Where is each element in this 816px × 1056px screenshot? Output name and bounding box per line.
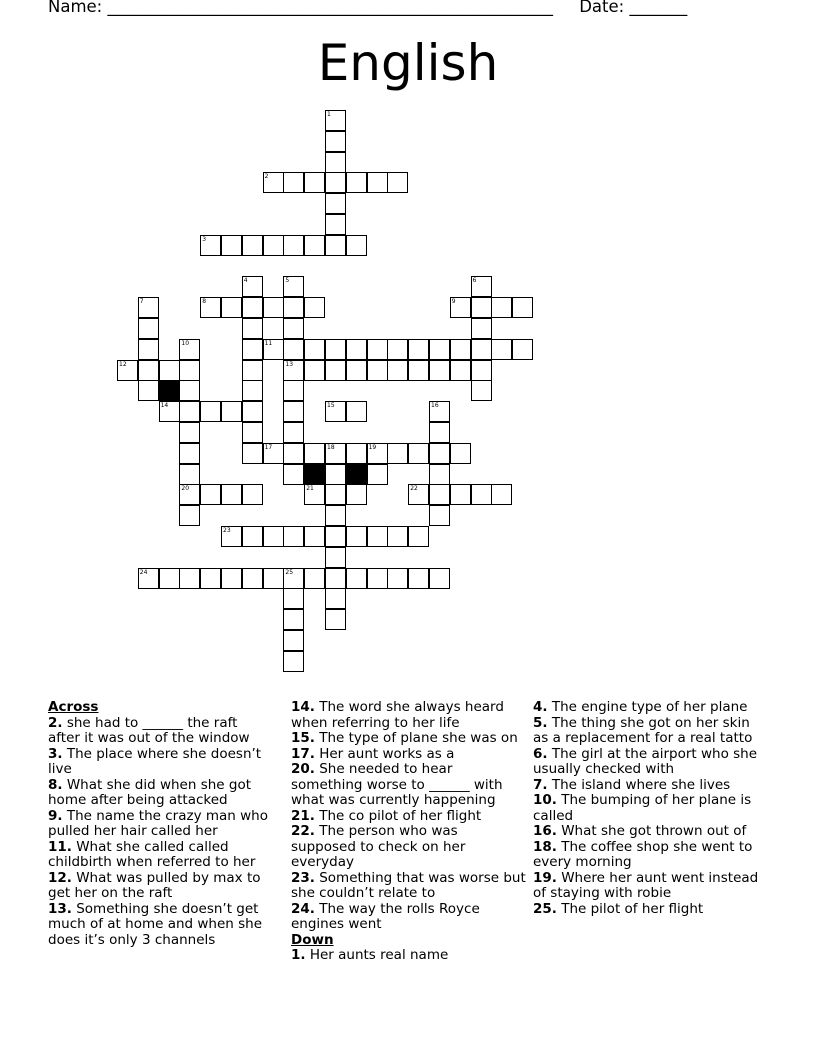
black-square (346, 464, 367, 485)
grid-cell[interactable] (471, 339, 492, 360)
grid-cell[interactable] (283, 630, 304, 651)
down-clue (533, 871, 768, 902)
grid-cell[interactable] (471, 484, 492, 505)
clues-column-2 (291, 700, 526, 964)
clue-number: 9 (451, 298, 456, 306)
grid-cell[interactable] (283, 297, 304, 318)
numbered-cell[interactable] (117, 360, 138, 381)
grid-cell[interactable] (325, 339, 346, 360)
grid-cell[interactable] (263, 568, 284, 589)
across-clue-list-continued (291, 700, 526, 933)
clue-text: The bumping of her plane is called (533, 792, 752, 824)
grid-cell[interactable] (263, 235, 284, 256)
numbered-cell[interactable] (200, 297, 221, 318)
clue-number: 14. (291, 699, 315, 715)
grid-cell[interactable] (408, 360, 429, 381)
clue-text: The place where she doesn’t live (48, 745, 262, 777)
grid-cell[interactable] (408, 526, 429, 547)
across-clue (291, 762, 526, 809)
grid-cell[interactable] (346, 401, 367, 422)
grid-cell[interactable] (325, 547, 346, 568)
grid-cell[interactable] (387, 526, 408, 547)
clue-number: 17 (264, 443, 273, 451)
across-clue (291, 824, 526, 871)
grid-cell[interactable] (221, 568, 242, 589)
grid-cell[interactable] (367, 172, 388, 193)
grid-cell[interactable] (283, 235, 304, 256)
grid-cell[interactable] (221, 235, 242, 256)
grid-cell[interactable] (387, 568, 408, 589)
grid-cell[interactable] (179, 380, 200, 401)
clue-text: What she called called childbirth when referred to her (48, 838, 256, 870)
down-clue (533, 700, 768, 716)
numbered-cell[interactable] (242, 276, 263, 297)
clue-text: The coffee shop she went to every morning (533, 838, 753, 870)
grid-cell[interactable] (367, 464, 388, 485)
grid-cell[interactable] (429, 360, 450, 381)
grid-cell[interactable] (200, 401, 221, 422)
grid-cell[interactable] (283, 380, 304, 401)
clue-text: Her aunt works as a (314, 745, 455, 762)
grid-cell[interactable] (179, 505, 200, 526)
clue-number: 1. (291, 947, 306, 963)
grid-cell[interactable] (450, 360, 471, 381)
grid-cell[interactable] (325, 464, 346, 485)
clue-number: 1 (327, 111, 331, 118)
clue-number: 8 (202, 298, 207, 306)
grid-cell[interactable] (304, 235, 325, 256)
grid-cell[interactable] (325, 568, 346, 589)
grid-cell[interactable] (242, 401, 263, 422)
grid-cell[interactable] (283, 339, 304, 360)
grid-cell[interactable] (325, 193, 346, 214)
clue-number: 15 (327, 402, 335, 410)
clue-number: 9. (48, 807, 63, 824)
across-clue (291, 747, 526, 763)
grid-cell[interactable] (367, 360, 388, 381)
across-clue (48, 809, 268, 840)
grid-cell[interactable] (325, 131, 346, 152)
clue-number: 24 (139, 568, 148, 576)
down-clue-list-continued (533, 700, 768, 917)
grid-cell[interactable] (491, 484, 512, 505)
clue-number: 3 (202, 235, 207, 243)
numbered-cell[interactable] (138, 297, 159, 318)
clue-text: Her aunts real name (305, 947, 449, 963)
clue-text: What she got thrown out of (556, 823, 747, 839)
down-clue (533, 824, 768, 840)
grid-cell[interactable] (512, 339, 533, 360)
down-heading: Down (291, 931, 334, 948)
clue-text: What was pulled by max to get her on the raft (48, 869, 261, 901)
grid-cell[interactable] (346, 235, 367, 256)
clue-number: 13. (48, 900, 72, 917)
numbered-cell[interactable] (221, 526, 242, 547)
grid-cell[interactable] (242, 318, 263, 339)
numbered-cell[interactable] (138, 568, 159, 589)
clue-number: 7. (533, 776, 548, 793)
numbered-cell[interactable] (263, 339, 284, 360)
grid-cell[interactable] (304, 172, 325, 193)
clue-number: 3. (48, 745, 63, 762)
across-clue (48, 840, 268, 871)
clue-number: 2 (264, 173, 269, 181)
down-clue-list (291, 948, 526, 964)
clue-text: The word she always heard when referring to her life (291, 699, 504, 731)
grid-cell[interactable] (450, 484, 471, 505)
clue-text: The name the crazy man who pulled her hair called her (48, 807, 268, 839)
clue-number: 16. (533, 823, 557, 839)
across-clue (291, 809, 526, 825)
clue-number: 24. (291, 900, 315, 917)
grid-cell[interactable] (304, 443, 325, 464)
across-clue-list (48, 716, 268, 949)
grid-cell[interactable] (325, 214, 346, 235)
grid-cell[interactable] (429, 464, 450, 485)
clue-text: The way the rolls Royce engines went (291, 900, 480, 932)
numbered-cell[interactable] (304, 484, 325, 505)
numbered-cell[interactable] (283, 360, 304, 381)
grid-cell[interactable] (346, 360, 367, 381)
clue-number: 18. (533, 838, 557, 855)
black-square (304, 464, 325, 485)
clue-number: 18 (327, 443, 335, 451)
grid-cell[interactable] (367, 526, 388, 547)
grid-cell[interactable] (346, 443, 367, 464)
numbered-cell[interactable] (325, 443, 346, 464)
clue-number: 7 (139, 298, 144, 306)
grid-cell[interactable] (367, 568, 388, 589)
grid-cell[interactable] (491, 339, 512, 360)
numbered-cell[interactable] (325, 401, 346, 422)
clue-number: 20. (291, 761, 315, 777)
grid-cell[interactable] (325, 505, 346, 526)
name-date-line[interactable]: Name: ______________________________________________________ Date: _______ (48, 0, 688, 16)
grid-cell[interactable] (179, 568, 200, 589)
grid-cell[interactable] (242, 422, 263, 443)
grid-cell[interactable] (471, 360, 492, 381)
clue-text: she had to ______ the raft after it was out of the window (48, 714, 250, 746)
clue-number: 4 (243, 277, 248, 285)
grid-cell[interactable] (387, 360, 408, 381)
grid-cell[interactable] (471, 318, 492, 339)
clue-number: 20 (181, 485, 190, 493)
grid-cell[interactable] (283, 609, 304, 630)
numbered-cell[interactable] (159, 401, 180, 422)
clue-number: 4. (533, 699, 548, 715)
clues-column-3 (533, 700, 768, 917)
grid-cell[interactable] (387, 172, 408, 193)
clue-number: 14 (160, 402, 169, 410)
clue-number: 23 (223, 527, 231, 534)
grid-cell[interactable] (346, 526, 367, 547)
grid-cell[interactable] (429, 422, 450, 443)
clue-number: 11 (264, 339, 273, 347)
clue-number: 15. (291, 730, 315, 746)
grid-cell[interactable] (242, 484, 263, 505)
numbered-cell[interactable] (283, 276, 304, 297)
grid-cell[interactable] (242, 360, 263, 381)
grid-cell[interactable] (263, 297, 284, 318)
across-clue (291, 902, 526, 933)
grid-cell[interactable] (346, 172, 367, 193)
grid-cell[interactable] (304, 568, 325, 589)
grid-cell[interactable] (179, 401, 200, 422)
grid-cell[interactable] (283, 443, 304, 464)
clue-text: Something she doesn’t get much of at home and when she does it’s only 3 channels (48, 900, 263, 948)
grid-cell[interactable] (450, 443, 471, 464)
clue-text: The pilot of her flight (556, 900, 704, 917)
clue-number: 5 (285, 277, 290, 285)
clue-number: 21 (306, 485, 314, 493)
grid-cell[interactable] (242, 235, 263, 256)
grid-cell[interactable] (325, 588, 346, 609)
grid-cell[interactable] (346, 339, 367, 360)
across-clue (291, 700, 526, 731)
grid-cell[interactable] (138, 380, 159, 401)
clue-number: 19. (533, 869, 557, 886)
numbered-cell[interactable] (263, 172, 284, 193)
numbered-cell[interactable] (179, 339, 200, 360)
grid-cell[interactable] (387, 339, 408, 360)
grid-cell[interactable] (283, 526, 304, 547)
grid-cell[interactable] (283, 588, 304, 609)
across-clue (48, 778, 268, 809)
grid-cell[interactable] (346, 568, 367, 589)
grid-cell[interactable] (159, 568, 180, 589)
grid-cell[interactable] (429, 505, 450, 526)
clue-number: 25. (533, 900, 557, 917)
clue-text: She needed to hear something worse to ______ with what was currently happening (291, 761, 503, 808)
clue-text: Where her aunt went instead of staying with robie (533, 869, 759, 901)
clues-column-1 (48, 700, 268, 948)
grid-cell[interactable] (179, 360, 200, 381)
grid-cell[interactable] (242, 297, 263, 318)
down-clue (533, 840, 768, 871)
grid-cell[interactable] (325, 172, 346, 193)
page-title: English (317, 34, 499, 92)
across-clue (48, 902, 268, 949)
clue-number: 12. (48, 869, 72, 886)
across-clue (291, 731, 526, 747)
grid-cell[interactable] (159, 360, 180, 381)
grid-cell[interactable] (283, 422, 304, 443)
grid-cell[interactable] (283, 464, 304, 485)
grid-cell[interactable] (408, 443, 429, 464)
grid-cell[interactable] (242, 380, 263, 401)
clue-number: 22. (291, 823, 315, 839)
numbered-cell[interactable] (450, 297, 471, 318)
clue-number: 6. (533, 745, 548, 762)
clue-number: 6 (472, 277, 477, 285)
grid-cell[interactable] (512, 297, 533, 318)
grid-cell[interactable] (242, 526, 263, 547)
across-clue (48, 747, 268, 778)
grid-cell[interactable] (283, 172, 304, 193)
clue-text: The island where she lives (547, 776, 731, 793)
grid-cell[interactable] (304, 360, 325, 381)
grid-cell[interactable] (325, 484, 346, 505)
grid-cell[interactable] (429, 443, 450, 464)
clue-number: 21. (291, 807, 315, 824)
clue-number: 22 (410, 485, 418, 493)
clue-number: 8. (48, 776, 63, 793)
clue-text: What she did when she got home after being attacked (48, 776, 252, 808)
grid-cell[interactable] (471, 297, 492, 318)
grid-cell[interactable] (242, 568, 263, 589)
grid-cell[interactable] (367, 339, 388, 360)
black-square (159, 380, 180, 401)
grid-cell[interactable] (325, 235, 346, 256)
down-clue (533, 778, 768, 794)
grid-cell[interactable] (221, 401, 242, 422)
numbered-cell[interactable] (471, 276, 492, 297)
grid-cell[interactable] (408, 568, 429, 589)
clue-text: The thing she got on her skin as a replacement for a real tatto (533, 714, 753, 746)
grid-cell[interactable] (304, 339, 325, 360)
grid-cell[interactable] (346, 484, 367, 505)
down-clue (533, 793, 768, 824)
grid-cell[interactable] (429, 484, 450, 505)
clue-number: 13 (285, 360, 294, 368)
grid-cell[interactable] (242, 443, 263, 464)
grid-cell[interactable] (283, 401, 304, 422)
grid-cell[interactable] (325, 526, 346, 547)
clue-number: 25 (285, 568, 294, 576)
down-clue (291, 948, 526, 964)
grid-cell[interactable] (429, 568, 450, 589)
grid-cell[interactable] (450, 339, 471, 360)
clue-number: 2. (48, 714, 63, 731)
down-clue (533, 716, 768, 747)
grid-cell[interactable] (221, 484, 242, 505)
numbered-cell[interactable] (325, 110, 346, 131)
clue-number: 10 (181, 339, 190, 347)
grid-cell[interactable] (200, 568, 221, 589)
grid-cell[interactable] (304, 297, 325, 318)
grid-cell[interactable] (471, 380, 492, 401)
clue-text: The co pilot of her flight (314, 807, 482, 824)
clue-number: 12 (119, 360, 127, 368)
grid-cell[interactable] (138, 360, 159, 381)
across-heading: Across (48, 699, 99, 715)
numbered-cell[interactable] (429, 401, 450, 422)
clue-number: 17. (291, 745, 315, 762)
grid-cell[interactable] (179, 422, 200, 443)
numbered-cell[interactable] (263, 443, 284, 464)
across-clue (48, 871, 268, 902)
grid-cell[interactable] (179, 443, 200, 464)
clue-number: 19 (368, 443, 377, 451)
clue-number: 5. (533, 714, 548, 731)
clue-text: The person who was supposed to check on her everyday (291, 823, 466, 870)
grid-cell[interactable] (138, 318, 159, 339)
grid-cell[interactable] (325, 152, 346, 173)
across-clue (291, 871, 526, 902)
clue-text: The girl at the airport who she usually checked with (533, 745, 758, 777)
grid-cell[interactable] (491, 297, 512, 318)
clue-text: The engine type of her plane (547, 699, 748, 715)
grid-cell[interactable] (325, 360, 346, 381)
clue-number: 11. (48, 838, 72, 855)
grid-cell[interactable] (221, 297, 242, 318)
clue-text: Something that was worse but she couldn’t relate to (291, 869, 526, 901)
numbered-cell[interactable] (200, 235, 221, 256)
grid-cell[interactable] (283, 651, 304, 672)
grid-cell[interactable] (263, 526, 284, 547)
grid-cell[interactable] (325, 609, 346, 630)
numbered-cell[interactable] (283, 568, 304, 589)
grid-cell[interactable] (429, 339, 450, 360)
down-clue (533, 747, 768, 778)
grid-cell[interactable] (138, 339, 159, 360)
across-clue (48, 716, 268, 747)
clue-number: 16 (431, 402, 439, 410)
grid-cell[interactable] (200, 484, 221, 505)
numbered-cell[interactable] (367, 443, 388, 464)
grid-cell[interactable] (408, 339, 429, 360)
grid-cell[interactable] (387, 443, 408, 464)
numbered-cell[interactable] (179, 484, 200, 505)
numbered-cell[interactable] (408, 484, 429, 505)
grid-cell[interactable] (242, 339, 263, 360)
grid-cell[interactable] (179, 464, 200, 485)
clue-number: 23. (291, 869, 315, 886)
clue-text: The type of plane she was on (314, 730, 518, 746)
clue-number: 10. (533, 792, 557, 808)
grid-cell[interactable] (304, 526, 325, 547)
grid-cell[interactable] (283, 318, 304, 339)
down-clue (533, 902, 768, 918)
